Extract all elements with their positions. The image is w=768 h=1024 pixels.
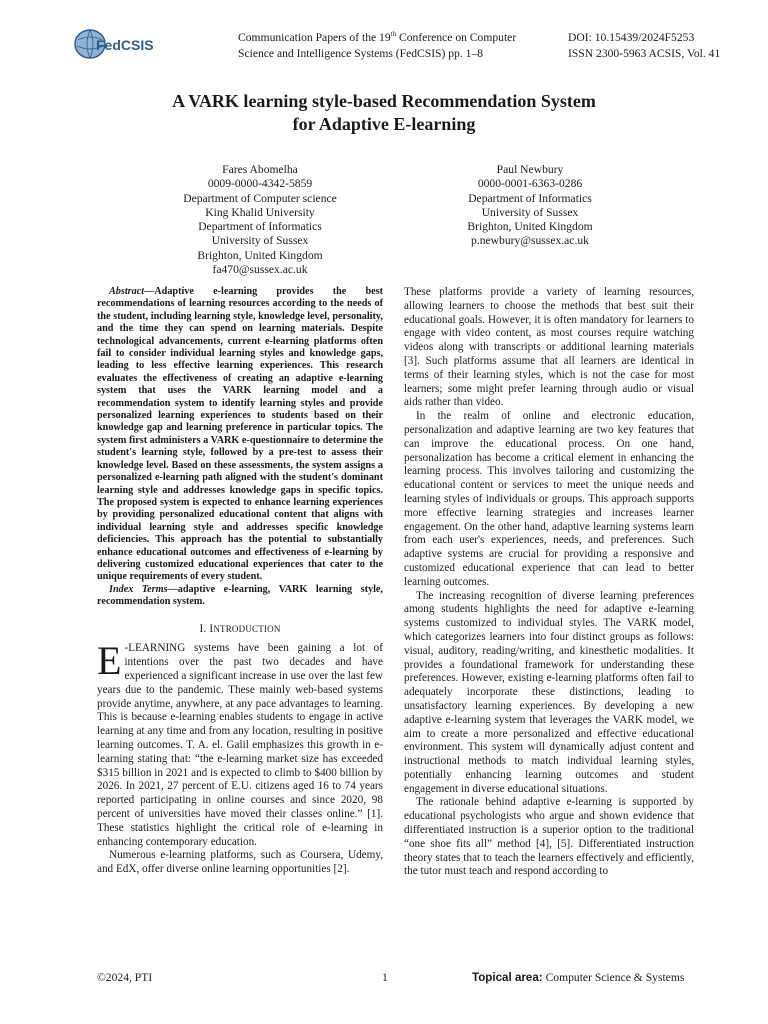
fedcsis-logo: [72, 26, 154, 62]
intro-paragraph-1: [97, 638, 383, 849]
author-block-2: [420, 163, 640, 249]
abstract-label: Abstract: [109, 286, 145, 297]
left-column: [97, 286, 383, 877]
intro-paragraph-3: These platforms provide a variety of learning resources, allowing learners to choose the methods that best suit their educational goals. However, it is often mandatory for learners to engage with video content, as most courses require watching videos along with transcripts or additional learning materials [3]. Such platforms assume that all learners are identical in terms of their learning styles, which is not the case for most learners; some might prefer learning through audio or visual aids rather than video.: [404, 286, 694, 409]
topical-value: Computer Science & Systems: [542, 971, 685, 984]
index-terms-text: —adaptive e-learning, VARK learning style, recommendation system.: [97, 583, 383, 608]
paper-title: [0, 90, 768, 136]
author-email: p.newbury@sussex.ac.uk: [471, 234, 589, 248]
topical-label: Topical area:: [472, 971, 543, 984]
section-heading: [97, 623, 383, 637]
abstract-text: —Adaptive e-learning provides the best recommendations of learning resources according to the needs of the student, including learning style, knowledge level, personality, and the time they can spend on learning materials. Despite technological advancements, current e-learning platforms often fail to consider individual learning styles and knowledge gaps, leading to less effective learning experiences. This research evaluates the effectiveness of creating an adaptive e-learning system that uses the VARK learning model and a recommendation system to identify learning styles and provide personalized learning experiences to students based on their knowledge gap and learning preference in particular topics. The system first administers a VARK e-questionnaire to determine the student's learning style, followed by a pre-test to assess their knowledge level. Based on these assessments, the system assigns a personalized e-learning path aligned with the student's dominant learning style and addresses knowledge gaps in specific topics. The proposed system is expected to enhance learning experiences by providing personalized educational content that aligns with individual learning style and addresses specific knowledge deficiencies. This approach has the potential to substantially enhance educational outcomes and effectiveness of e-learning by delivering customized educational experiences that cater to the unique requirements of every student.: [97, 286, 383, 583]
author-orcid: 0000-0001-6363-0286: [477, 177, 583, 191]
header-line1-left: Communication Papers of the 19: [238, 31, 391, 44]
author-affiliation: University of Sussex: [481, 205, 579, 219]
header-venue: [238, 30, 516, 62]
header-line2-left: Science and Intelligence Systems (FedCSIS) pp. 1–8: [238, 47, 484, 60]
header-line1-left-post: Conference on Computer: [396, 31, 517, 44]
author-name: Fares Abomelha: [222, 163, 298, 176]
index-terms: [97, 584, 383, 609]
author-location: Brighton, United Kingdom: [197, 248, 323, 262]
author-block-1: [150, 163, 370, 277]
title-line-2: for Adaptive E-learning: [292, 114, 476, 134]
title-line-1: A VARK learning style-based Recommendation System: [172, 91, 596, 111]
abstract: [97, 286, 383, 584]
author-email: fa470@sussex.ac.uk: [212, 263, 308, 277]
header-sup: th: [390, 30, 397, 39]
index-terms-label: Index Terms: [109, 583, 168, 595]
intro-paragraph-6: The rationale behind adaptive e-learning is supported by educational psychologists who argue and shown evidence that differentiated instruction is a superior option to the traditional “one shoe fits all” method [4], [5]. Differentiated instruction theory states that to teach the learners effectively and efficiently, the tutor must teach and respond according to: [404, 796, 694, 878]
author-affiliation: Department of Computer science: [183, 191, 337, 205]
header-doi: [568, 30, 720, 62]
author-affiliation: King Khalid University: [205, 205, 315, 219]
intro-paragraph-4: In the realm of online and electronic education, personalization and adaptive learning are two key features that can improve the educational process. On one hand, personalization has become a critical element in enhancing the learning process. This involves tailoring and customizing the educational content or services to meet the unique needs and learning styles of individuals or groups. This approach supports more effective learning strategies and increases learner engagement. On the other hand, adaptive learning systems learn from each user's experiences, needs, and preferences. Such adaptive systems are crucial for providing a responsive and customized educational experience that can lead to better learning outcomes.: [404, 410, 694, 588]
header-issn-line: ISSN 2300-5963 ACSIS, Vol. 41: [568, 47, 721, 60]
author-name: Paul Newbury: [496, 163, 564, 176]
author-affiliation: Department of Informatics: [198, 220, 322, 234]
intro-paragraph-5: The increasing recognition of diverse learning preferences among students highlights the need for adaptive e-learning systems customized to individual styles. The VARK model, which categorizes learners into four distinct groups as follows: visual, auditory, reading/writing, and kinesthetic modalities. It provides a foundational framework for understanding these preferences. However, existing e-learning platforms often fail to adequately incorporate these distinctions, leading to unsatisfactory learning experiences. By developing a new adaptive e-learning system that leverages the VARK model, we aim to create a more personalized and effective educational environment. This system will dynamically adjust content and instructional methods to match individual learning styles, potentially enhancing learning outcomes and student engagement in diverse educational situations.: [404, 589, 694, 795]
section-title-rest: NTRODUCTION: [213, 623, 281, 634]
logo-text: FedCSIS: [96, 37, 154, 53]
drop-cap: E: [97, 638, 122, 684]
paragraph-text: -LEARNING systems have been gaining a lot of intentions over the past two decades and have experienced a significant increase in use over the last few years due to the pandemic. These mainly web-based systems provide anytime, anywhere, at any pace advantages to learning. This is because e-learning enables students to engage in active learning at any time and from any location, resulting in positive learning outcomes. T. A. el. Galil emphasizes this growth in e-learning stating that: “the e-learning market size has exceeded $315 billion in 2021 and is expected to climb to $400 billion by 2026. In 2021, 27 percent of E.U. citizens aged 16 to 74 years reported participating in online courses and since 2020, 98 percent of universities have moved their classes online.” [1]. These statistics highlight the critical role of e-learning in enhancing contemporary education.: [97, 642, 383, 848]
right-column: [404, 286, 694, 879]
author-location: Brighton, United Kingdom: [467, 220, 593, 234]
section-title-first: I: [209, 622, 214, 635]
author-affiliation: Department of Informatics: [468, 191, 592, 205]
footer-copyright: ©2024, PTI: [97, 971, 153, 984]
footer-topical-area: [472, 971, 684, 984]
author-affiliation: University of Sussex: [211, 234, 309, 248]
author-orcid: 0009-0000-4342-5859: [207, 177, 313, 191]
section-numeral: I.: [199, 622, 210, 635]
page-number: 1: [382, 971, 388, 984]
intro-paragraph-2: Numerous e-learning platforms, such as Coursera, Udemy, and EdX, offer diverse online learning opportunities [2].: [97, 849, 383, 876]
header-doi-line: DOI: 10.15439/2024F5253: [568, 31, 695, 44]
